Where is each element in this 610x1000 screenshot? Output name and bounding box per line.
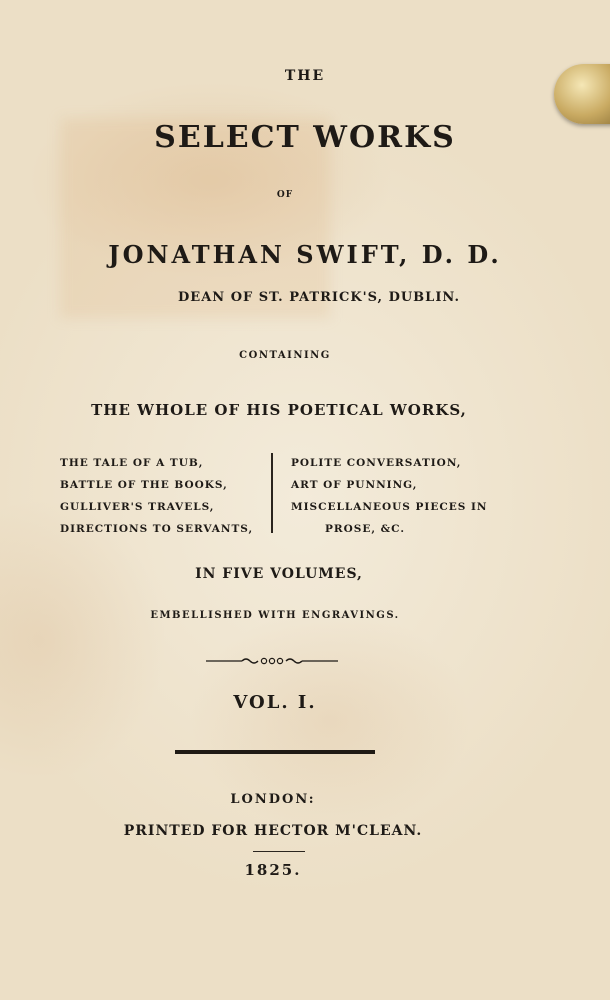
contents-item: MISCELLANEOUS PIECES IN xyxy=(291,501,488,513)
publication-place: LONDON: xyxy=(230,792,316,807)
contents-right-column xyxy=(291,452,487,540)
title-the: THE xyxy=(284,68,326,84)
thick-rule xyxy=(175,750,375,754)
contents-item: BATTLE OF THE BOOKS, xyxy=(60,479,228,491)
author-name: JONATHAN SWIFT, D. D. xyxy=(108,240,502,269)
embellished-note: EMBELLISHED WITH ENGRAVINGS. xyxy=(150,610,400,621)
contents-item: ART OF PUNNING, xyxy=(291,479,418,491)
publication-year: 1825. xyxy=(244,861,302,879)
printer-line: PRINTED FOR HECTOR M'CLEAN. xyxy=(123,823,423,839)
ornament-flourish-icon xyxy=(206,657,338,665)
contents-item: THE TALE OF A TUB, xyxy=(60,457,204,469)
contents-item: POLITE CONVERSATION, xyxy=(291,457,462,469)
contents-left-column xyxy=(60,452,253,540)
author-position: DEAN OF ST. PATRICK'S, DUBLIN. xyxy=(178,290,460,305)
main-title: SELECT WORKS xyxy=(154,120,456,155)
contents-item: GULLIVER'S TRAVELS, xyxy=(60,501,215,513)
volumes-count: IN FIVE VOLUMES, xyxy=(195,566,363,582)
small-rule xyxy=(253,851,305,852)
volume-number: VOL. I. xyxy=(233,692,317,713)
containing-label: CONTAINING xyxy=(239,350,331,361)
contents-item: DIRECTIONS TO SERVANTS, xyxy=(60,523,254,535)
contents-item: PROSE, &C. xyxy=(325,523,405,535)
column-divider xyxy=(271,453,273,533)
title-of: OF xyxy=(276,190,294,200)
headline: THE WHOLE OF HIS POETICAL WORKS, xyxy=(91,401,467,419)
